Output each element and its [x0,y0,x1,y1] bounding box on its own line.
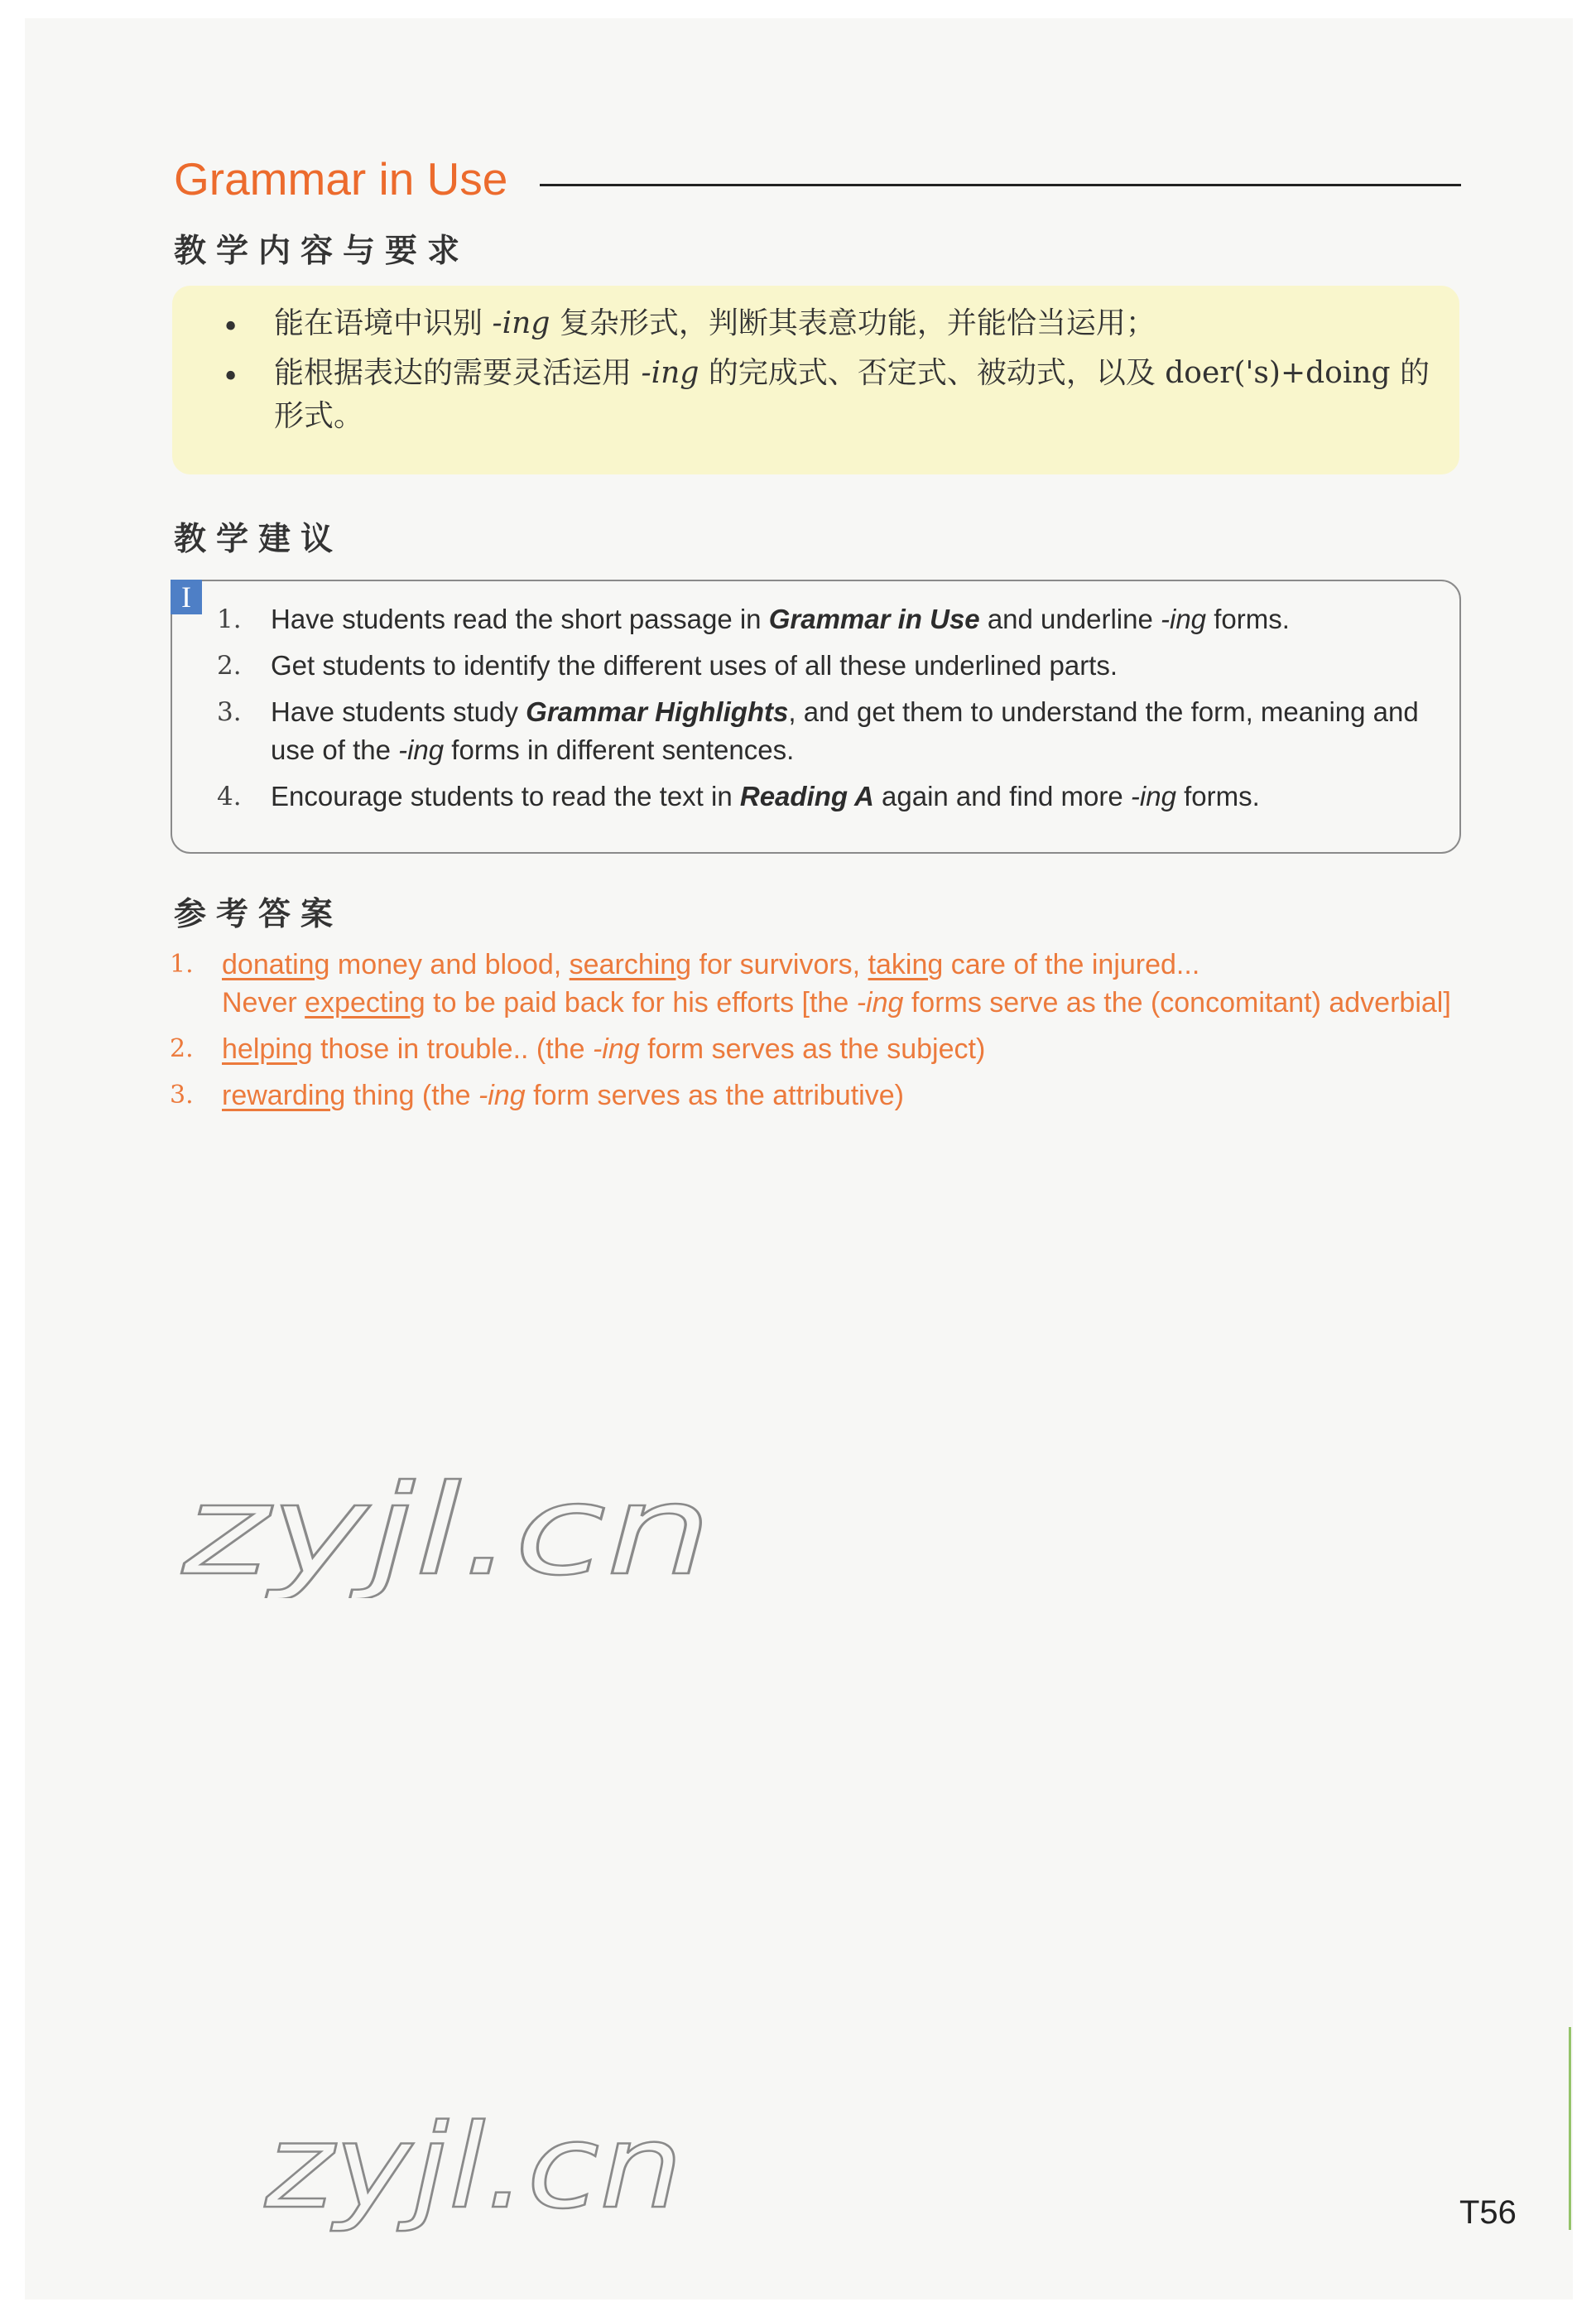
heading-reference-answers: 参考答案 [174,896,344,933]
requirement-item: 能根据表达的需要灵活运用 -ing 的完成式、否定式、被动式，以及 doer('s)+doing 的形式。 [274,356,1430,433]
item-number: 3. [170,1081,194,1110]
bullet: • [222,311,240,344]
suggestions-list [217,600,1442,824]
answer-item [170,946,1461,1022]
list-item: 1. Have students read the short passage in Grammar in Use and underline -ing forms. [217,600,1442,638]
watermark [178,1457,716,1598]
answer-item: 2. helping those in trouble.. (the -ing form serves as the subject) [170,1030,1461,1068]
list-item: 3. Have students study Grammar Highlights, and get them to understand the form, meaning and use of the -ing forms in different sentences. [217,693,1442,769]
heading-teaching-content: 教学内容与要求 [174,233,470,270]
item-number: 1. [217,604,242,634]
page-edge-line [1569,2027,1571,2230]
list-item: 2. Get students to identify the different uses of all these underlined parts. [217,647,1442,685]
item-number: 3. [217,697,242,727]
item-number: 1. [170,950,194,979]
answer-line: donating money and blood, searching for survivors, taking care of the injured... [222,949,1200,980]
answer-item: 3. rewarding thing (the -ing form serves as the attributive) [170,1076,1461,1115]
item-number: 4. [217,782,242,811]
page-number: T56 [1459,2194,1517,2231]
watermark [261,2091,691,2240]
section-badge: I [171,580,202,614]
watermark-text: zyjl.cn [180,1459,712,1598]
item-number: 2. [170,1034,194,1063]
requirement-item: 能在语境中识别 -ing 复杂形式，判断其表意功能，并能恰当运用； [274,306,1156,340]
list-item: 4. Encourage students to read the text in Reading A again and find more -ing forms. [217,778,1442,816]
page-title: Grammar in Use [174,153,508,205]
answers-list [170,946,1461,1123]
answer-line: Never expecting to be paid back for his efforts [the -ing forms serve as the (concomitant) adverbial] [222,987,1451,1018]
heading-teaching-suggestions: 教学建议 [174,521,344,558]
requirements-box [172,286,1459,474]
title-rule [540,184,1461,186]
bullet: • [222,360,240,394]
section-title-row [174,152,1461,210]
item-number: 2. [217,651,242,681]
watermark-text: zyjl.cn [263,2100,683,2235]
